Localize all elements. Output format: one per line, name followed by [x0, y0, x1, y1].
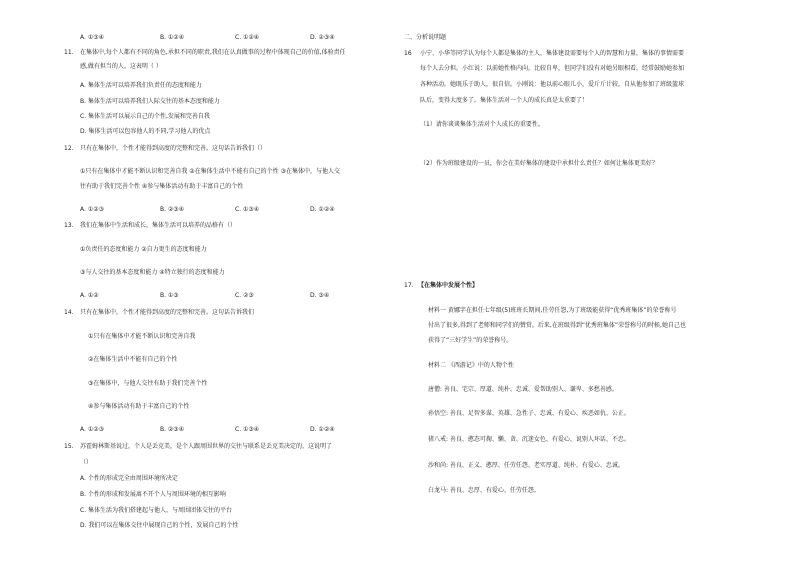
q10-option-c[interactable]: C. ①②④ — [235, 34, 260, 41]
q15-option-b[interactable]: B. 个性的形成和发展离不开个人与周围环境的相互影响 — [80, 491, 226, 498]
q14-number: 14. — [64, 309, 74, 316]
q16-para-line-1: 小宁、小华等同学认为每个人都是集体的主人，集体建设需要每个人的智慧和力量，集体的事情需要 — [420, 50, 685, 57]
q13-items-line-1: ①负责任的态度和能力 ②自力更生的态度和能力 — [80, 246, 207, 253]
q14-item-3: ③在集体中，与他人交往有助于我们完善个性 — [88, 380, 208, 387]
q13-items-line-2: ③与人交往的基本态度和能力 ④特立独行的态度和能力 — [80, 269, 225, 276]
q14-item-1: ①只有在集体中才能不断认识和完善自我 — [88, 333, 196, 340]
q16-para-line-3: 各种活动。她既乐于助人，很自信。小刚说：他以前心眼儿小，爱斤斤计较，自从他参加了班级篮球 — [420, 81, 685, 88]
q12-stem: 只有在集体中，个性才能得到高度的完整和完善。这句话告诉我们（） — [80, 145, 267, 152]
section-title: 二、分析说明题 — [404, 34, 447, 41]
q15-option-d[interactable]: D. 我们可以在集体交往中展现自己的个性，发展自己的个性 — [80, 522, 239, 529]
q13-options — [80, 293, 380, 301]
q14-option-b[interactable]: B. ②③④ — [160, 426, 185, 433]
q15-stem-line-2: （） — [80, 459, 93, 466]
q15-stem-line-1: 苏霍姆林斯基说过，个人是丢克美，是个人跟周围世界的交往与联系是丢克美决定的。这说明了 — [80, 443, 333, 450]
q13-option-a[interactable]: A. ①② — [80, 292, 99, 299]
q17-material-1-line-2: 付出了很多,得到了老师和同学们的赞赏。后来,在班级得到“优秀班集体”荣誉称号的时候,她自己也 — [428, 322, 686, 329]
q14-option-d[interactable]: D. ①②④ — [310, 426, 335, 433]
q17-material-1-line-1: 材料一 黄娜字在担任七年级(5)班班长期间,任劳任怨,为了班级能获得“优秀班集体”的荣誉称号 — [428, 307, 677, 314]
q10-option-d[interactable]: D. ②③④ — [310, 34, 335, 41]
q11-option-d[interactable]: D. 集体生活可以包容他人的不同,学习他人的优点 — [80, 128, 211, 135]
q11-option-b[interactable]: B. 集体生活可以培养我们人际交往的基本态度和能力 — [80, 98, 220, 105]
q14-option-c[interactable]: C. ①③④ — [235, 426, 260, 433]
q12-option-b[interactable]: B. ②③④ — [160, 206, 185, 213]
q10-options — [80, 35, 380, 43]
q13-stem: 我们在集体中生活和成长，集体生活可以培养的品格有（） — [80, 222, 237, 229]
q15-option-c[interactable]: C. 集体生活为我们搭建起与他人、与周围团体交往的平台 — [80, 507, 233, 514]
q14-stem: 只有在集体中，个性才能得到高度的完整和完善。这句话告诉我们 — [80, 309, 255, 316]
q17-char-shaheshang: 沙和尚: 善良、正义、憨厚、任劳任怨、老实厚道、纯朴、有爱心、忠诚。 — [428, 462, 624, 469]
q16-number: 16 — [404, 50, 412, 57]
q11-number: 11. — [64, 49, 74, 56]
q17-material-2-title: 材料二 《西游记》中的人物个性 — [428, 362, 514, 369]
q12-option-a[interactable]: A. ①②③ — [80, 206, 104, 213]
q14-option-a[interactable]: A. ①②③ — [80, 426, 104, 433]
q12-option-d[interactable]: D. ①②④ — [310, 206, 335, 213]
q11-option-a[interactable]: A. 集体生活可以培养我们负责任的态度和能力 — [80, 82, 202, 89]
q12-options — [80, 207, 380, 215]
q17-char-zhubajie: 猪八戒: 善良、憨态可掬、懒、贪、沉迷女色、有爱心、说别人坏话、不忠。 — [428, 436, 630, 443]
q12-option-c[interactable]: C. ①③④ — [235, 206, 260, 213]
q17-char-tangseng: 唐僧: 善良、宅宗、厚道、纯朴、忠诚、爱帮助别人、谦卑、多愁善感。 — [428, 386, 618, 393]
q10-option-b[interactable]: B. ①②④ — [160, 34, 185, 41]
q16-sub-question-1: （1）请你谈谈集体生活对个人成长的重要性。 — [420, 121, 544, 128]
q13-option-b[interactable]: B. ①③ — [160, 292, 179, 299]
q14-item-4: ④参与集体活动有助于丰富自己的个性 — [88, 403, 190, 410]
q17-material-1-line-3: 获得了“三好学生”的荣誉称号。 — [428, 337, 513, 344]
q13-number: 13. — [64, 222, 74, 229]
q15-option-a[interactable]: A. 个性的形成完全由周围环境所决定 — [80, 475, 178, 482]
q14-item-2: ②在集体生活中不能有自己的个性 — [88, 356, 178, 363]
q11-stem-line-2: 感,做有担当的人。这表明（ ） — [80, 63, 162, 70]
q12-number: 12. — [64, 145, 74, 152]
q12-items-line-2: 往有助于我们完善个性 ④参与集体活动有助于丰富自己的个性 — [80, 183, 244, 190]
q17-number: 17. — [404, 282, 414, 289]
q17-char-bailongma: 白龙马: 善良、忠厚、有爱心、任劳任怨。 — [428, 487, 540, 494]
q17-char-sunwukong: 孙悟空: 善良、足智多谋、英雄、急性子、忠诚、有爱心、疾恶如仇、公正。 — [428, 410, 630, 417]
q11-option-c[interactable]: C. 集体生活可以展示自己的个性,发展和完善自我 — [80, 113, 210, 120]
q13-option-d[interactable]: D. ③④ — [310, 292, 330, 299]
q14-options — [80, 427, 380, 435]
q12-items-line-1: ①只有在集体中才能不断认识和完善自我 ②在集体生活中不能有自己的个性 ③在集体中，与他人交 — [80, 168, 340, 175]
q11-stem-line-1: 在集体中,每个人都有不同的角色,承担不同的职责,我们在认真做事的过程中体现自己的价值,体验责任 — [80, 49, 346, 56]
q16-para-line-4: 队后，变得大度多了。集体生活对一个人的成长真是太重要了！ — [420, 97, 589, 104]
q17-title: 【在集体中发展个性】 — [418, 282, 479, 289]
q16-para-line-2: 每个人去分担。小红说：以前她性格内向，比较自卑，但同学们没有对她另眼相看，经常鼓励她参加 — [420, 65, 685, 72]
q10-option-a[interactable]: A. ①③④ — [80, 34, 104, 41]
q13-option-c[interactable]: C. ②③ — [235, 292, 254, 299]
q15-number: 15. — [64, 443, 74, 450]
q16-sub-question-2: （2）作为班级建设的一员，你会在美好集体的建设中承担什么责任？如何让集体更美好？ — [420, 160, 658, 167]
